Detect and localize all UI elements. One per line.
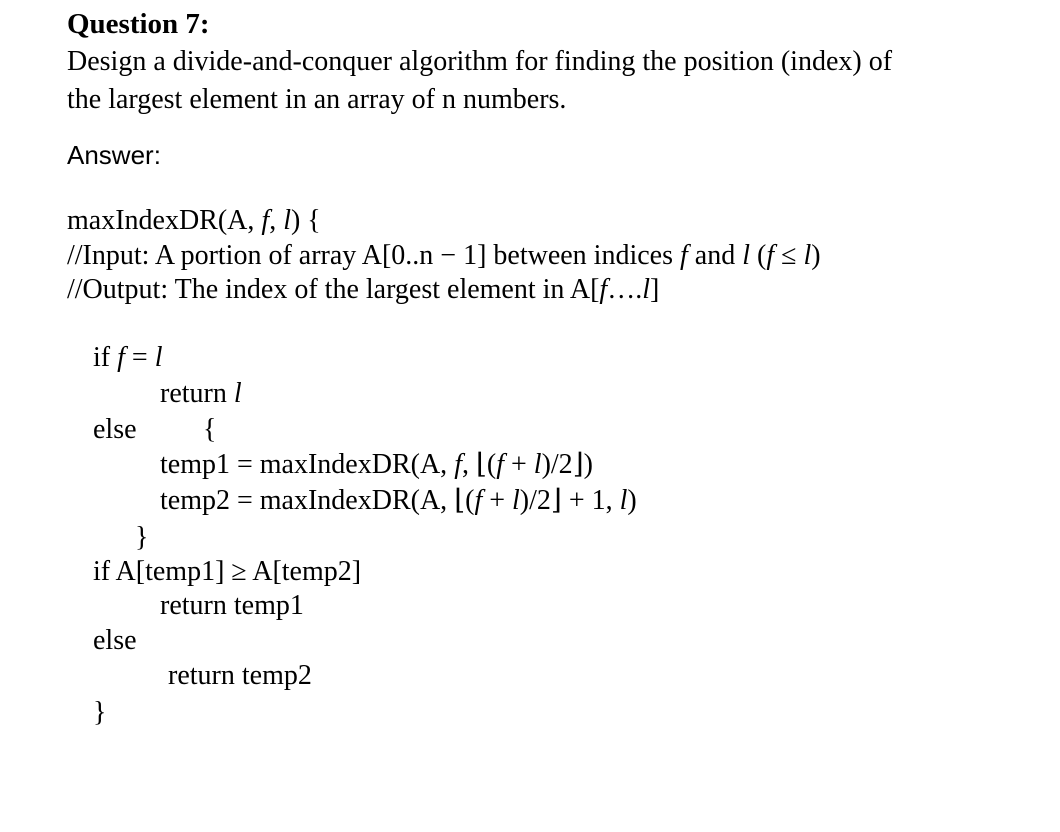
temp2-plus: +	[482, 485, 513, 516]
input-comment-text: //Input: A portion of array A[0..n − 1] between indices	[67, 240, 680, 271]
open-brace: {	[203, 414, 217, 445]
close-brace-inner: }	[135, 522, 149, 553]
signature-pre: maxIndexDR(A,	[67, 205, 262, 236]
question-text-line-2: the largest element in an array of n numbers.	[67, 84, 567, 115]
temp2-floor-close: ⌋	[550, 485, 562, 516]
question-heading: Question 7:	[67, 8, 210, 40]
close-brace-outer: }	[93, 697, 107, 728]
temp1-plus: +	[504, 449, 534, 480]
temp1-assignment	[160, 449, 593, 481]
temp1-f2: f	[496, 449, 504, 480]
temp1-f: f	[454, 449, 462, 480]
temp1-pre: temp1 = maxIndexDR(A,	[160, 449, 455, 480]
if-compare: if A[temp1] ≥ A[temp2]	[93, 556, 362, 587]
input-paren: (	[750, 240, 767, 271]
input-f: f	[680, 240, 688, 271]
temp2-div: )/2	[519, 485, 551, 516]
if-l: l	[154, 342, 163, 373]
output-l: l	[642, 274, 650, 305]
answer-label: Answer:	[67, 140, 161, 170]
input-l2: l	[803, 240, 812, 271]
if-eq: =	[124, 342, 155, 373]
input-f2: f	[766, 240, 775, 271]
temp1-comma: ,	[461, 449, 476, 480]
temp1-div: )/2	[541, 449, 573, 480]
temp2-plus1: + 1,	[561, 485, 620, 516]
else-keyword-1: else	[93, 414, 137, 445]
if-f: f	[117, 342, 125, 373]
return-temp1: return temp1	[160, 590, 304, 621]
signature-l: l	[283, 205, 291, 236]
input-l: l	[742, 240, 750, 271]
output-dots: ….	[607, 274, 643, 305]
output-comment	[67, 274, 659, 306]
temp2-pre: temp2 = maxIndexDR(A,	[160, 485, 455, 516]
return-keyword: return	[160, 378, 234, 409]
temp2-floor-open: ⌊(	[454, 485, 475, 516]
signature-post: ) {	[290, 205, 321, 236]
signature-mid: ,	[269, 205, 284, 236]
return-l-var: l	[233, 378, 242, 409]
temp2-f: f	[474, 485, 483, 516]
question-text-line-1: Design a divide-and-conquer algorithm for finding the position (index) of	[67, 46, 893, 77]
temp2-l: l	[512, 485, 520, 516]
if-base-case	[93, 342, 162, 374]
output-f: f	[599, 274, 608, 305]
return-l	[160, 378, 242, 410]
temp1-close: )	[583, 449, 593, 480]
output-comment-text: //Output: The index of the largest element in A[	[67, 274, 600, 305]
temp1-floor-open: ⌊(	[475, 449, 497, 480]
input-comment	[67, 240, 821, 272]
temp1-floor-close: ⌋	[572, 449, 584, 480]
input-le: ≤	[774, 240, 804, 271]
return-temp2: return temp2	[168, 660, 312, 691]
input-close: )	[811, 240, 821, 271]
temp1-l: l	[533, 449, 542, 480]
output-close: ]	[649, 274, 660, 305]
temp2-close: )	[627, 485, 637, 516]
function-signature	[67, 205, 321, 237]
signature-f: f	[261, 205, 270, 236]
temp2-l2: l	[619, 485, 628, 516]
input-and: and	[687, 240, 743, 271]
if-keyword: if	[93, 342, 118, 373]
temp2-assignment	[160, 485, 637, 517]
else-keyword-2: else	[93, 625, 137, 656]
